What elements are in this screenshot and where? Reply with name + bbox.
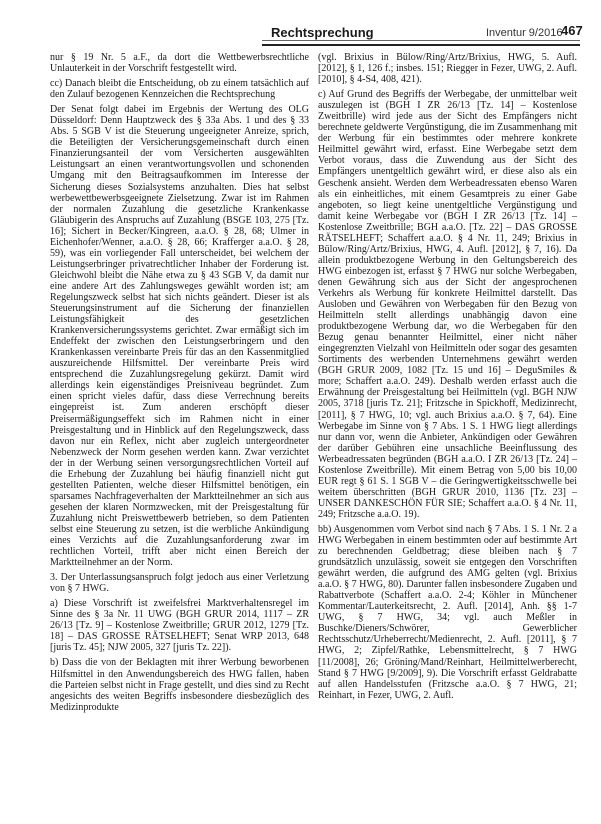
left-column <box>50 52 309 717</box>
journal-issue: Inventur 9/2016 <box>486 27 563 39</box>
left-paragraph-5: a) Diese Vorschrift ist zweifelsfrei Marktverhaltensregel im Sinne des § 3a Nr. 11 UWG (BGH GRUR 2014, 1117 – ZR 26/13 [Tz. 9] – Kostenlose Zweitbrille; GRUR 2012, 1279 [Tz. 18] – DAS GROSSE RÄTSELHEFT; Senat WRP 2013, 648 [juris Tz. 45]; NJW 2005, 327 [juris Tz. 22]). <box>50 598 309 654</box>
section-title: Rechtsprechung <box>271 25 374 40</box>
left-paragraph-2: cc) Danach bleibt die Entscheidung, ob zu einem tatsächlich auf den Zulauf bezogenen Kennzeichen die Rechtsprechung <box>50 78 309 101</box>
right-paragraph-3: bb) Ausgenommen vom Verbot sind nach § 7 Abs. 1 S. 1 Nr. 2 a HWG Werbegaben in einem bestimmten oder auf bestimmte Art zu berechnenden Geldbetrag; diese bleiben nach § 7 grundsätzlich unzulässig, soweit sie entgegen den Vorschriften gewährt werden, die aufgrund des AMG gelten (vgl. Brixius a.a.O. § 7 HWG, 80). Darunter fallen insbesondere Zugaben und Rabattverbote (Schaffert a.a.O. 2-4; Köhler in Münchener Kommentar/Lauterkeitsrecht, 2. Aufl. [2014], Anh. §§ 1-7 UWG, § 7 HWG, 34; vgl. auch Meßler in Buschke/Dieners/Schwörer, Gewerblicher Rechtsschutz/Urheberrecht/Medienrecht, 2. Aufl. [2011], § 7 HWG, 2; Zipfel/Rathke, Lebensmittelrecht, § 7 HWG [11/2008], 26; Gröning/Mand/Reinhart, Heilmittelwerberecht, Stand § 7 HWG [9/2009], 9). Die Vorschrift erfasst Geldrabatte auf allen Handelsstufen (Fritzsche a.a.O. § 7 HWG, 21; Reinhart, in Fezer, UWG, 2. Aufl. <box>318 523 577 701</box>
header-rule <box>262 44 580 46</box>
page-header <box>0 0 601 46</box>
left-paragraph-3: Der Senat folgt dabei im Ergebnis der Wertung des OLG Düsseldorf: Denn Hauptzweck des § 33a Abs. 1 und des § 33 Abs. 5 SGB V ist die Steuerung ungeeigneter Anreize, sprich, die Beteiligten der Versicherungsgemeinschaft durch einen Finanzierungsanteil der vom Versicherten ausgewählten Leistungsart an einen verantwortungsvollen und schonenden Umgang mit den Beitragsaufkommen im Interesse der Sicherung dieses Sozialsystems anzuhalten. Dies hat selbst werbewettbewerbsgeeignete Zielsetzung. Zwar ist im Rahmen der normalen Zuzahlung die gesetzliche Krankenkasse Gläubigerin des Anspruchs auf Zuzahlung (BSGE 103, 275 [Tz. 16]; Sichert in Becker/Kingreen, a.a.O. § 28, 68; Ulmer in Eichenhofer/Wenner, a.a.O. § 28, 66; Krafferger a.a.O. § 28, 59), was ein vorliegender Fall unterscheidet, bei welchem der Leistungserbringer privatrechtlicher Inhaber der Forderung ist. Gleichwohl bleibt die Nähe etwa zu § 43 SGB V, da damit nur eine andere Art des Zahlungsweges gewählt worden ist; am Regelungszweck selbst hat sich nichts geändert. Dieser ist als Steuerungsinstrument auf die Sicherung der finanziellen Leistungsfähigkeit des gesetzlichen Krankenversicherungssystems gerichtet. Zwar ermäßigt sich im Endeffekt der zwischen den Leistungserbringern und den Krankenkassen vereinbarte Preis für das an den Kassenmitglied auszureichende Hilfsmittel. Der vereinbarte Preis wird entsprechend die Zuzahlungsregelung gekürzt. Damit wird allerdings kein eigenständiges Preisniveau begründet. Zum einen spricht vieles dafür, dass diese Verrechnung bereits eingepreist ist. Zum anderen erschöpft dieser Preisermäßigungseffekt sich im Rahmen nicht in einer Preisgestaltung und in Hinblick auf den Regelungszweck, dass davon nur ein Reflex, nicht aber zugleich untergeordneter Nebenzweck der Norm gesehen werden kann. Zwar verzichtet der in der Werbung seinen versorgungsrechtlichen Vorteil auf die Erhebung der Zuzahlung bei häufig finanziell nicht gut gestellten Patienten, welche dieser Hilfsmittel benötigen, ein sparsames Nachfrageverhalten der Marktteilnehmer an sich aus gesehen der klaren Normzwecken, mit der Preisgestaltung für Zuzahlung nicht Preiswettbewerb betrieben, so dem Patienten selbst eine Steuerung zu setzen, ist die werbliche Ankündigung eines Verzichts auf die Zuzahlungsanforderung zwar im rechtlichen Vorteil, trifft aber nicht einen Bereich der Marktteilnehmer an der Norm. <box>50 104 309 569</box>
right-paragraph-1: (vgl. Brixius in Bülow/Ring/Artz/Brixius, HWG, 5. Aufl. [2012], § 1, 126 f.; insbes. 151; Riegger in Fezer, UWG, 2. Aufl. [2010], § 4-S4, 408, 421). <box>318 52 577 86</box>
left-paragraph-6: b) Dass die von der Beklagten mit ihrer Werbung beworbenen Hilfsmittel in den Anwendungsbereich des HWG fallen, haben die Parteien selbst nicht in Frage gestellt, und dies sind zu Recht angesichts des weiten Begriffs insbesondere diesbezüglich des Medizinprodukte <box>50 657 309 713</box>
left-paragraph-4: 3. Der Unterlassungsanspruch folgt jedoch aus einer Verletzung von § 7 HWG. <box>50 572 309 595</box>
page-number: 467 <box>561 23 583 38</box>
right-column <box>318 52 577 705</box>
left-paragraph-1: nur § 19 Nr. 5 a.F., da dort die Wettbewerbsrechtliche Unlauterkeit in der Vorschrift festgestellt wird. <box>50 52 309 75</box>
right-paragraph-2: c) Auf Grund des Begriffs der Werbegabe, der unmittelbar weit auszulegen ist (BGH I ZR 26/13 [Tz. 14] – Kostenlose Zweitbrille) wird jede aus der Sicht des Empfängers nicht berechnete geldwerte Vergünstigung, die im Zusammenhang mit der Werbung für ein bestimmtes oder mehrere konkrete Heilmittel gewährt wird, erfasst. Eine Werbegabe setzt dem Verbot voraus, dass die Zuwendung aus der Sicht des Empfängers unentgeltlich gewährt wird, er diese also als ein Geschenk ansieht. Werden dem Werbeadressaten ebenso Waren als ein einheitliches, mit einem Gesamtpreis zu einer Gabe angeboten, so liegt keine unentgeltliche Vergünstigung und damit keine Werbegabe vor (BGH I ZR 26/13 [Tz. 14] – Kostenlose Zweitbrille; BGH a.a.O. [Tz. 22] – DAS GROSSE RÄTSELHEFT; Schaffert a.a.O. § 4 Nr. 11, 249; Brixius in Bülow/Ring/Artz/Brixius, HWG, 4. Aufl. [2012], § 7, 16). Da allein produktbezogene Werbung in den Geltungsbereich des HWG einbezogen ist, erfasst § 7 HWG nur solche Werbegaben, denen Gewährung sich aus der Sicht der angesprochenen Verkehrs als Werbung für konkrete Heilmittel darstellt. Das Ausloben und Gewähren von Werbegaben für den Bezug von Heilmitteln stellt allerdings unabhängig davon eine produktbezogene Werbung dar, wo die Werbegaben für den Bezug genau benannter Heilmittel, einer nicht näher eingegrenzten Vielzahl von Heilmitteln oder sogar des gesamten Sortiments des werbenden Unternehmens gewährt werden (BGH GRUR 2009, 1082 [Tz. 15 und 16] – DeguSmiles & more; Schaffert a.a.O. 249). Deshalb werden erfasst auch die Erwähnung der Preisgestaltung bei Heilmitteln (vgl. BGH NJW 2005, 3718 [juris Tz. 21]; Fritzsche in Spickhoff, Medizinrecht, [2011], § 7 HWG, 10; vgl. auch Brixius a.a.O. § 7, 64). Eine Werbegabe im Sinne von § 7 Abs. 1 S. 1 HWG liegt allerdings nur dann vor, wenn die Anbieter, Ankündigen oder Gewähren der darüber Gebühren eine unsachliche Beeinflussung des Werbeadressaten begründen (BGH a.a.O. I ZR 26/13 [Tz. 24] – Kostenlose Zweitbrille). Mit einem Betrag von 5,00 bis 10,00 EUR regt § 61 S. 1 SGB V – die Geringwertigkeitsschwelle bei weitem überschritten (BGH GRUR 2010, 1136 [Tz. 23] – UNSER DANKESCHÖN FÜR SIE; Schaffert a.a.O. § 4 Nr. 11, 249; Fritzsche a.a.O. 19). <box>318 89 577 520</box>
